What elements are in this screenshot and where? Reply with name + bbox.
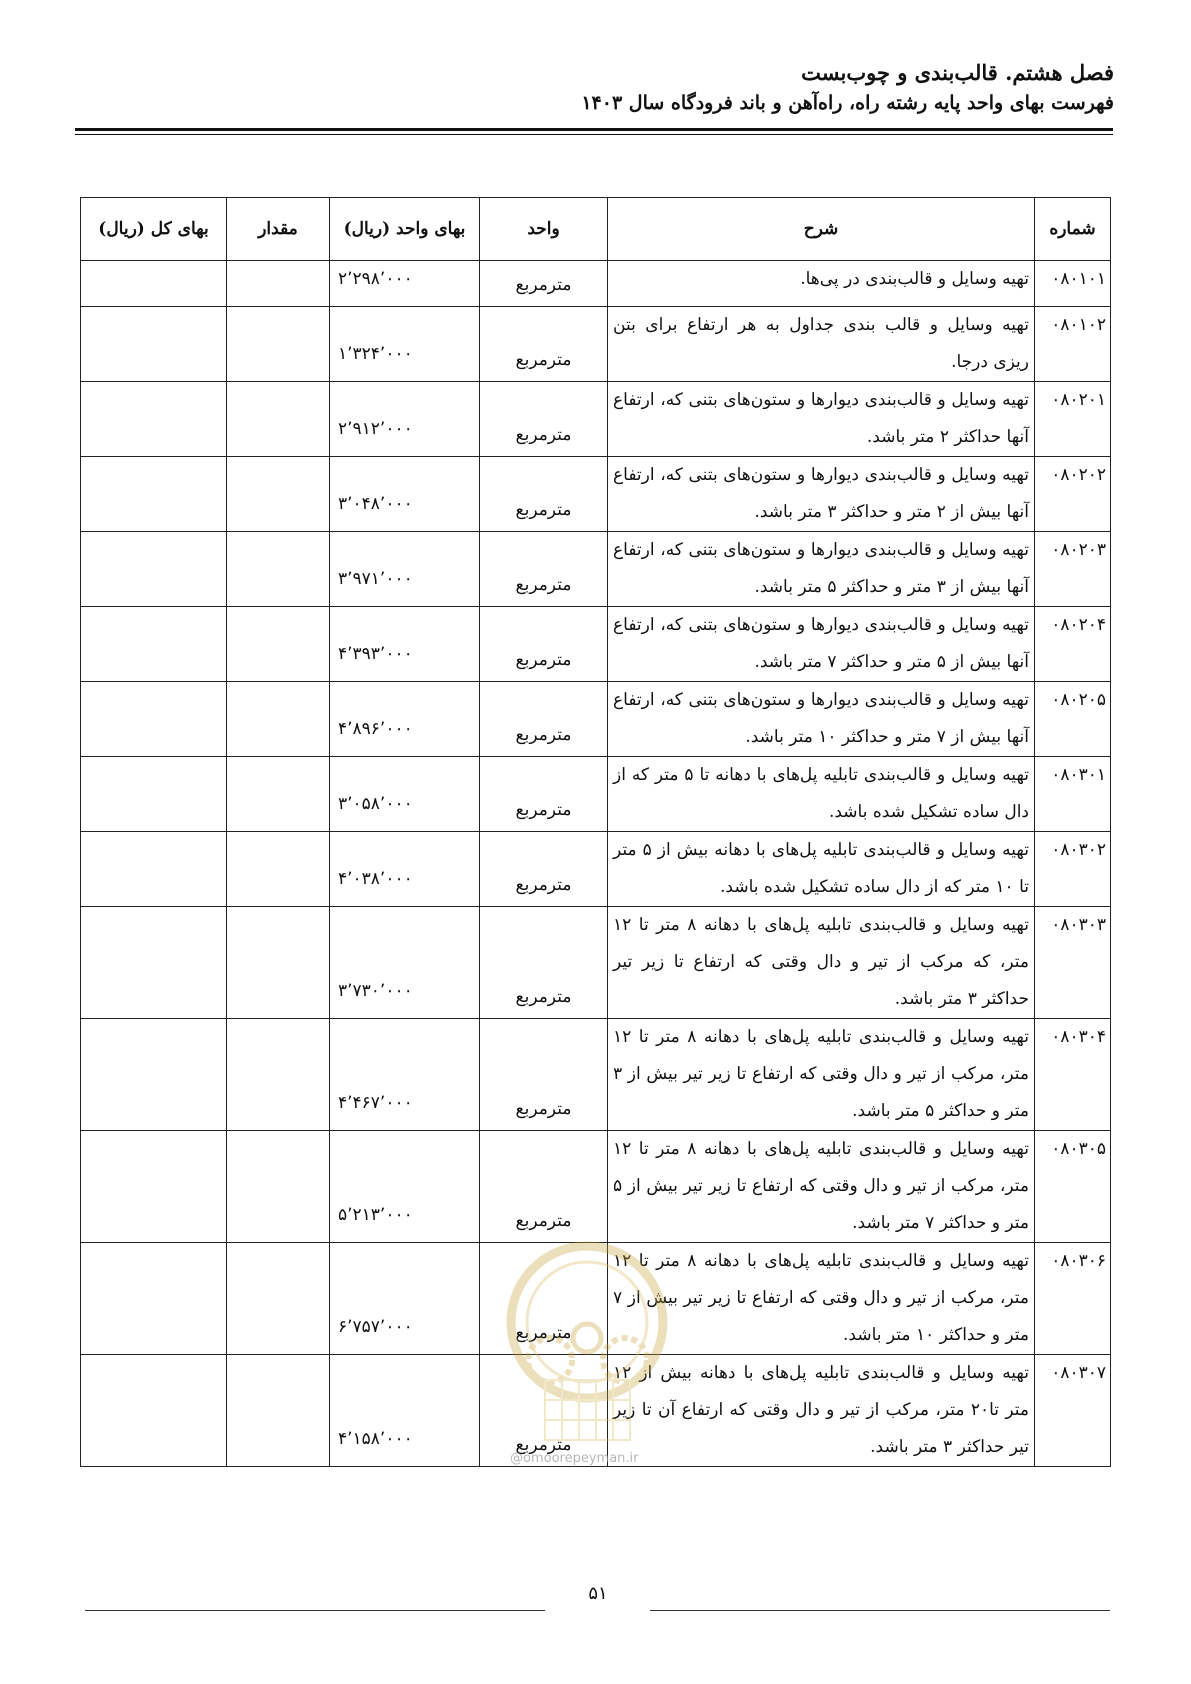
item-total-price	[81, 907, 227, 1019]
item-unit: مترمربع	[480, 607, 608, 682]
item-unit: مترمربع	[480, 682, 608, 757]
seal-watermark	[505, 1240, 670, 1460]
item-unit-price: ۳٬۹۷۱٬۰۰۰	[330, 532, 480, 607]
item-unit: مترمربع	[480, 1243, 608, 1355]
table-row	[81, 307, 1111, 382]
item-unit-price: ۳٬۰۴۸٬۰۰۰	[330, 457, 480, 532]
item-total-price	[81, 382, 227, 457]
item-unit: مترمربع	[480, 1019, 608, 1131]
item-total-price	[81, 1019, 227, 1131]
item-total-price	[81, 757, 227, 832]
item-description: تهیه وسایل و قالب‌بندی تابلیه پل‌های با دهانه ۸ متر تا ۱۲ متر، مرکب از تیر و دال وقتی که ارتفاع تا زیر تیر بیش از ۷ متر و حداکثر ۱۰ متر باشد.	[608, 1243, 1035, 1355]
item-quantity	[227, 1355, 330, 1467]
header-rule-thin	[75, 134, 1113, 135]
item-code: ۰۸۰۱۰۱	[1035, 261, 1111, 307]
item-description: تهیه وسایل و قالب‌بندی در پی‌ها.	[608, 261, 1035, 307]
page-number: ۵۱	[588, 1583, 608, 1604]
item-unit: مترمربع	[480, 261, 608, 307]
item-unit-price: ۲٬۲۹۸٬۰۰۰	[330, 261, 480, 307]
item-description: تهیه وسایل و قالب‌بندی دیوارها و ستون‌های بتنی که، ارتفاع آنها حداکثر ۲ متر باشد.	[608, 382, 1035, 457]
table-row	[81, 682, 1111, 757]
item-unit: مترمربع	[480, 382, 608, 457]
item-quantity	[227, 1131, 330, 1243]
header-total-price: بهای کل (ریال)	[81, 198, 227, 261]
item-quantity	[227, 261, 330, 307]
item-code: ۰۸۰۳۰۷	[1035, 1355, 1111, 1467]
item-total-price	[81, 1131, 227, 1243]
item-description: تهیه وسایل و قالب‌بندی تابلیه پل‌های با دهانه ۸ متر تا ۱۲ متر، مرکب از تیر و دال وقتی که ارتفاع تا زیر تیر بیش از ۳ متر و حداکثر ۵ متر باشد.	[608, 1019, 1035, 1131]
footer-rule-right	[650, 1610, 1110, 1611]
item-quantity	[227, 1243, 330, 1355]
table-row	[81, 907, 1111, 1019]
item-unit-price: ۴٬۱۵۸٬۰۰۰	[330, 1355, 480, 1467]
item-quantity	[227, 907, 330, 1019]
item-code: ۰۸۰۱۰۲	[1035, 307, 1111, 382]
item-quantity	[227, 757, 330, 832]
item-description: تهیه وسایل و قالب‌بندی دیوارها و ستون‌های بتنی که، ارتفاع آنها بیش از ۷ متر و حداکثر ۱۰ متر باشد.	[608, 682, 1035, 757]
table-row	[81, 382, 1111, 457]
table-row	[81, 832, 1111, 907]
item-quantity	[227, 457, 330, 532]
item-description: تهیه وسایل و قالب‌بندی دیوارها و ستون‌های بتنی که، ارتفاع آنها بیش از ۲ متر و حداکثر ۳ متر باشد.	[608, 457, 1035, 532]
item-quantity	[227, 1019, 330, 1131]
item-code: ۰۸۰۲۰۲	[1035, 457, 1111, 532]
item-description: تهیه وسایل و قالب‌بندی تابلیه پل‌های با دهانه تا ۵ متر که از دال ساده تشکیل شده باشد.	[608, 757, 1035, 832]
table-row	[81, 607, 1111, 682]
item-quantity	[227, 682, 330, 757]
header-rule-thick	[75, 128, 1113, 131]
item-unit: مترمربع	[480, 457, 608, 532]
item-code: ۰۸۰۲۰۵	[1035, 682, 1111, 757]
item-total-price	[81, 607, 227, 682]
item-code: ۰۸۰۳۰۴	[1035, 1019, 1111, 1131]
item-unit-price: ۴٬۳۹۳٬۰۰۰	[330, 607, 480, 682]
item-description: تهیه وسایل و قالب‌بندی دیوارها و ستون‌های بتنی که، ارتفاع آنها بیش از ۳ متر و حداکثر ۵ متر باشد.	[608, 532, 1035, 607]
watermark-text: @omoorepeyman.ir	[510, 1451, 639, 1466]
header-unit: واحد	[480, 198, 608, 261]
table-row	[81, 457, 1111, 532]
item-code: ۰۸۰۲۰۳	[1035, 532, 1111, 607]
item-unit: مترمربع	[480, 1131, 608, 1243]
item-unit: مترمربع	[480, 907, 608, 1019]
item-description: تهیه وسایل و قالب‌بندی تابلیه پل‌های با دهانه بیش از ۵ متر تا ۱۰ متر که از دال ساده تشکیل شده باشد.	[608, 832, 1035, 907]
table-row	[81, 757, 1111, 832]
item-code: ۰۸۰۲۰۴	[1035, 607, 1111, 682]
item-total-price	[81, 307, 227, 382]
table-header-row	[81, 198, 1111, 261]
item-unit-price: ۴٬۸۹۶٬۰۰۰	[330, 682, 480, 757]
item-unit: مترمربع	[480, 307, 608, 382]
table-row	[81, 261, 1111, 307]
item-quantity	[227, 607, 330, 682]
item-total-price	[81, 832, 227, 907]
item-quantity	[227, 832, 330, 907]
item-total-price	[81, 1355, 227, 1467]
item-code: ۰۸۰۳۰۳	[1035, 907, 1111, 1019]
item-quantity	[227, 382, 330, 457]
table-row	[81, 532, 1111, 607]
header-unit-price: بهای واحد (ریال)	[330, 198, 480, 261]
item-code: ۰۸۰۲۰۱	[1035, 382, 1111, 457]
item-total-price	[81, 457, 227, 532]
table-row	[81, 1019, 1111, 1131]
header-code: شماره	[1035, 198, 1111, 261]
item-code: ۰۸۰۳۰۶	[1035, 1243, 1111, 1355]
item-unit-price: ۲٬۹۱۲٬۰۰۰	[330, 382, 480, 457]
item-description: تهیه وسایل و قالب‌بندی تابلیه پل‌های با دهانه ۸ متر تا ۱۲ متر، مرکب از تیر و دال وقتی که ارتفاع تا زیر تیر بیش از ۵ متر و حداکثر ۷ متر باشد.	[608, 1131, 1035, 1243]
item-quantity	[227, 532, 330, 607]
item-unit-price: ۶٬۷۵۷٬۰۰۰	[330, 1243, 480, 1355]
item-code: ۰۸۰۳۰۱	[1035, 757, 1111, 832]
item-total-price	[81, 1243, 227, 1355]
item-code: ۰۸۰۳۰۵	[1035, 1131, 1111, 1243]
item-unit-price: ۱٬۳۲۴٬۰۰۰	[330, 307, 480, 382]
item-description: تهیه وسایل و قالب بندی جداول به هر ارتفاع برای بتن ریزی درجا.	[608, 307, 1035, 382]
item-unit: مترمربع	[480, 832, 608, 907]
item-description: تهیه وسایل و قالب‌بندی تابلیه پل‌های با دهانه بیش از ۱۲ متر تا۲۰ متر، مرکب از تیر و دال وقتی که ارتفاع آن تا زیر تیر حداکثر ۳ متر باشد.	[608, 1355, 1035, 1467]
item-unit-price: ۵٬۲۱۳٬۰۰۰	[330, 1131, 480, 1243]
item-description: تهیه وسایل و قالب‌بندی تابلیه پل‌های با دهانه ۸ متر تا ۱۲ متر، که مرکب از تیر و دال وقتی که ارتفاع تا زیر تیر حداکثر ۳ متر باشد.	[608, 907, 1035, 1019]
item-unit-price: ۴٬۰۳۸٬۰۰۰	[330, 832, 480, 907]
item-unit-price: ۳٬۰۵۸٬۰۰۰	[330, 757, 480, 832]
chapter-title: فصل هشتم. قالب‌بندی و چوب‌بست	[801, 60, 1114, 85]
table-row	[81, 1131, 1111, 1243]
item-unit-price: ۳٬۷۳۰٬۰۰۰	[330, 907, 480, 1019]
item-code: ۰۸۰۳۰۲	[1035, 832, 1111, 907]
item-description: تهیه وسایل و قالب‌بندی دیوارها و ستون‌های بتنی که، ارتفاع آنها بیش از ۵ متر و حداکثر ۷ متر باشد.	[608, 607, 1035, 682]
item-unit-price: ۴٬۴۶۷٬۰۰۰	[330, 1019, 480, 1131]
item-total-price	[81, 682, 227, 757]
header-description: شرح	[608, 198, 1035, 261]
item-unit: مترمربع	[480, 1355, 608, 1467]
item-total-price	[81, 532, 227, 607]
item-unit: مترمربع	[480, 532, 608, 607]
footer-rule-left	[85, 1610, 545, 1611]
price-list-subtitle: فهرست بهای واحد پایه رشته راه، راه‌آهن و باند فرودگاه سال ۱۴۰۳	[581, 92, 1114, 114]
header-quantity: مقدار	[227, 198, 330, 261]
page-header	[581, 58, 1114, 118]
item-quantity	[227, 307, 330, 382]
item-unit: مترمربع	[480, 757, 608, 832]
item-total-price	[81, 261, 227, 307]
